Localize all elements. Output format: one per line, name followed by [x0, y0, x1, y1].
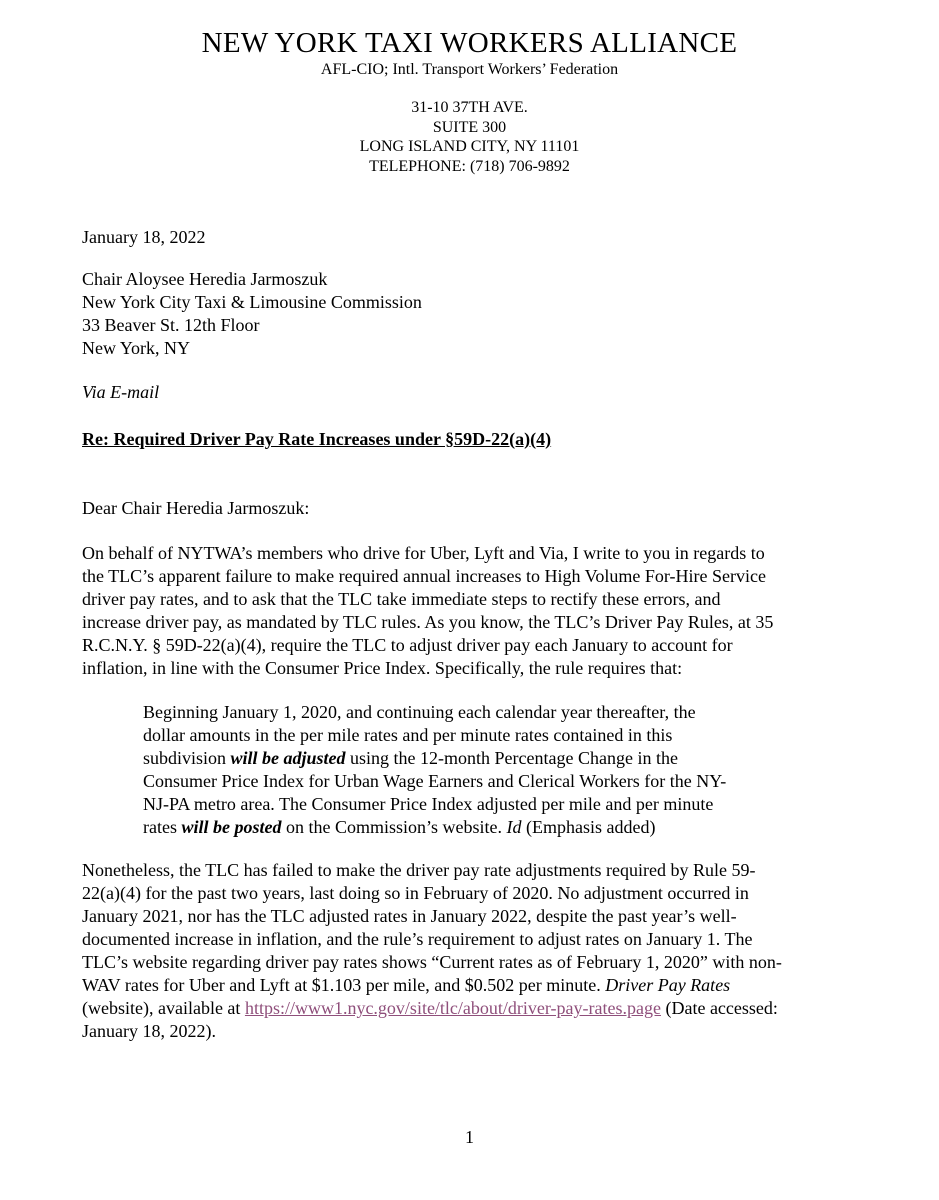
paragraph-text: WAV rates for Uber and Lyft at $1.103 per mile, and $0.502 per minute.: [82, 975, 606, 995]
subject-line: Re: Required Driver Pay Rate Increases under §59D-22(a)(4): [82, 429, 552, 449]
paragraph-line: [82, 974, 872, 997]
quote-emphasis: will be posted: [181, 817, 282, 837]
paragraph-line: Nonetheless, the TLC has failed to make the driver pay rate adjustments required by Rule 59-: [82, 860, 756, 880]
salutation: Dear Chair Heredia Jarmoszuk:: [82, 498, 310, 518]
rule-quotation: [143, 701, 843, 839]
quote-line: dollar amounts in the per mile rates and per minute rates contained in this: [143, 725, 673, 745]
paragraph-line: inflation, in line with the Consumer Price Index. Specifically, the rule requires that:: [82, 658, 683, 678]
paragraph-text: (website), available at: [82, 998, 245, 1018]
quote-emphasis: will be adjusted: [230, 748, 346, 768]
quote-text: subdivision: [143, 748, 231, 768]
quote-line: [143, 747, 843, 770]
paragraph-line: On behalf of NYTWA’s members who drive for Uber, Lyft and Via, I write to you in regards to: [82, 543, 765, 563]
paragraph-line: January 18, 2022).: [82, 1021, 216, 1041]
delivery-method: Via E-mail: [82, 382, 160, 402]
quote-citation: Id: [506, 817, 522, 837]
driver-pay-rates-link[interactable]: https://www1.nyc.gov/site/tlc/about/driver-pay-rates.page: [244, 998, 661, 1018]
quote-line: [143, 816, 843, 839]
paragraph-line: the TLC’s apparent failure to make required annual increases to High Volume For-Hire Service: [82, 566, 766, 586]
paragraph-text: (Date accessed:: [660, 998, 778, 1018]
recipient-line: New York, NY: [82, 338, 191, 358]
address-line: LONG ISLAND CITY, NY 11101: [359, 138, 580, 155]
address-line: 31-10 37TH AVE.: [411, 99, 528, 116]
telephone-line: TELEPHONE: (718) 706-9892: [369, 157, 570, 175]
paragraph-line: driver pay rates, and to ask that the TLC take immediate steps to rectify these errors, and: [82, 589, 721, 609]
paragraph-line: 22(a)(4) for the past two years, last doing so in February of 2020. No adjustment occurred in: [82, 883, 749, 903]
org-affiliation: AFL-CIO; Intl. Transport Workers’ Federation: [320, 61, 619, 78]
paragraph-2: [82, 859, 872, 1043]
paragraph-line: [82, 997, 872, 1020]
source-title: Driver Pay Rates: [605, 975, 731, 995]
address-line: SUITE 300: [432, 118, 507, 136]
quote-text: using the 12-month Percentage Change in the: [345, 748, 678, 768]
quote-text: on the Commission’s website.: [281, 817, 507, 837]
recipient-line: Chair Aloysee Heredia Jarmoszuk: [82, 269, 328, 289]
recipient-line: 33 Beaver St. 12th Floor: [82, 315, 260, 335]
quote-line: NJ-PA metro area. The Consumer Price Index adjusted per mile and per minute: [143, 794, 714, 814]
letterhead-address: [0, 98, 939, 176]
org-name: NEW YORK TAXI WORKERS ALLIANCE: [201, 27, 738, 59]
quote-line: Consumer Price Index for Urban Wage Earners and Clerical Workers for the NY-: [143, 771, 727, 791]
page-number: 1: [465, 1127, 474, 1147]
quote-text: rates: [143, 817, 182, 837]
recipient-block: [82, 268, 872, 360]
paragraph-line: January 2021, nor has the TLC adjusted rates in January 2022, despite the past year’s well-: [82, 906, 737, 926]
paragraph-line: R.C.N.Y. § 59D-22(a)(4), require the TLC to adjust driver pay each January to account for: [82, 635, 733, 655]
paragraph-line: increase driver pay, as mandated by TLC rules. As you know, the TLC’s Driver Pay Rules, at 35: [82, 612, 774, 632]
paragraph-1: [82, 542, 872, 680]
letter-date: January 18, 2022: [82, 227, 206, 247]
paragraph-line: documented increase in inflation, and the rule’s requirement to adjust rates on January 1. The: [82, 929, 753, 949]
paragraph-line: TLC’s website regarding driver pay rates shows “Current rates as of February 1, 2020” with non-: [82, 952, 782, 972]
recipient-line: New York City Taxi & Limousine Commission: [82, 292, 422, 312]
quote-line: Beginning January 1, 2020, and continuing each calendar year thereafter, the: [143, 702, 696, 722]
quote-text: (Emphasis added): [521, 817, 656, 837]
